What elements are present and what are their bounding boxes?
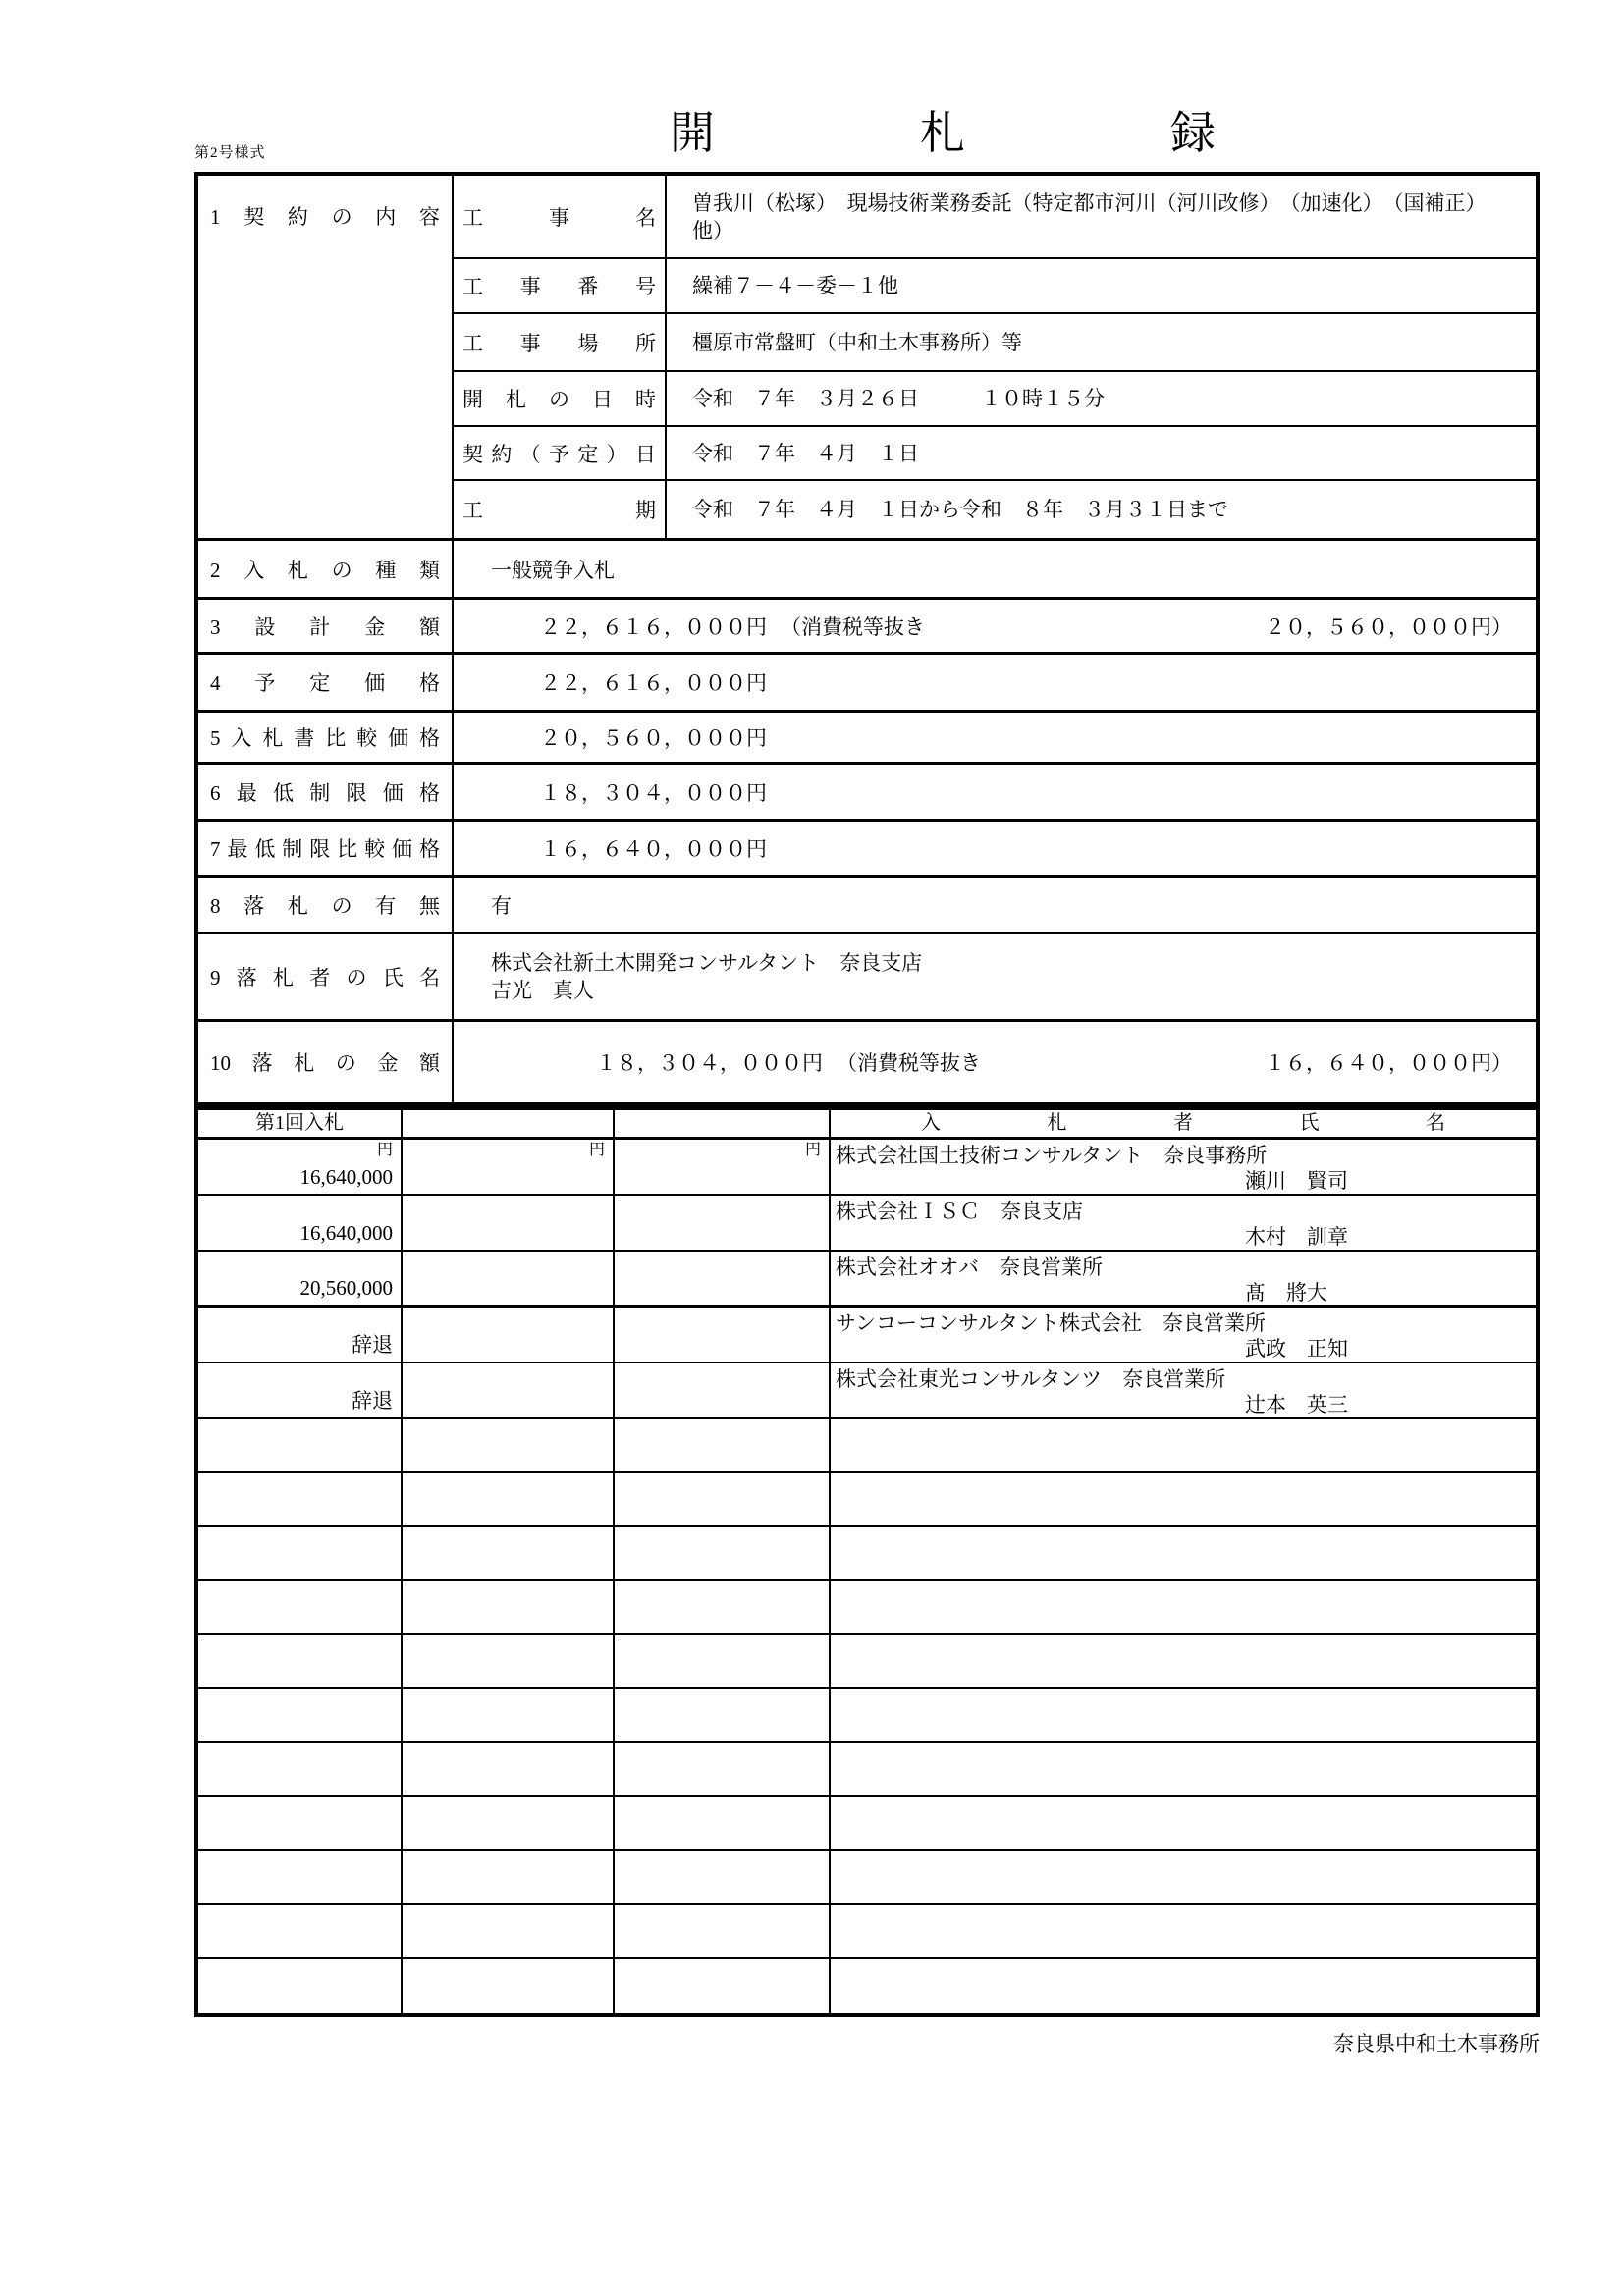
bidder-company: サンコーコンサルタント株式会社 奈良営業所 (836, 1311, 1267, 1335)
subrow-value: 橿原市常盤町（中和土木事務所）等 (692, 330, 1022, 354)
amount-text: ２２，６１６，０００円 (540, 614, 767, 639)
bid-row-empty (198, 1959, 1536, 2013)
row-number: 1 (210, 205, 221, 229)
subrow-value: 令和 ７年 ４月 １日から令和 ８年 ３月３１日まで (692, 498, 1228, 522)
bidder-name-cell (831, 1308, 1536, 1362)
subrow-label: 契約（予定）日 (454, 427, 667, 480)
row-label: 3設計金額 (198, 600, 454, 652)
bid-amount-cell (198, 1140, 403, 1194)
bid-row (198, 1308, 1536, 1363)
bid-row-empty (198, 1527, 1536, 1581)
row-label: 8落札の有無 (198, 878, 454, 932)
row-label-text: 契約の内容 (220, 205, 440, 229)
row-value: 一般競争入札 (491, 558, 615, 582)
subrow-opening-datetime (454, 372, 1536, 427)
tax-amount-text: ２０，５６０，０００円） (1265, 614, 1512, 639)
bid-row-empty (198, 1905, 1536, 1959)
bid-amount: 16,640,000 (299, 1221, 393, 1245)
row-label: 7最低制限比較価格 (198, 822, 454, 875)
bid-amount: 辞退 (352, 1389, 393, 1413)
row-label: 2入札の種類 (198, 541, 454, 597)
row-value (454, 1022, 1536, 1102)
amount-text: １８，３０４，０００円 (596, 1051, 823, 1075)
bidder-company: 株式会社オオバ 奈良営業所 (836, 1255, 1103, 1279)
bid-row-empty (198, 1797, 1536, 1851)
subrow-value: 曽我川（松塚） 現場技術業務委託（特定都市河川（河川改修） （加速化） （国補正）他） (692, 190, 1487, 242)
amount-text: １８，３０４，０００円 (540, 780, 767, 805)
yen-unit-label: 円 (804, 1142, 821, 1158)
row-label: 9落札者の氏名 (198, 934, 454, 1019)
bid-amount-cell (198, 1196, 403, 1250)
row-value (454, 600, 1536, 652)
table-row-bid-type (198, 541, 1536, 600)
bidder-representative: 辻本 英三 (1245, 1393, 1348, 1416)
round-header: 第1回入札 (198, 1110, 403, 1137)
subrow-label: 工期 (454, 481, 667, 538)
row-label: 4予定価格 (198, 655, 454, 710)
row-label: 6最低制限価格 (198, 765, 454, 819)
header-empty-col3 (615, 1110, 831, 1137)
row-label: 5入札書比較価格 (198, 713, 454, 762)
subrow-work-period (454, 481, 1536, 538)
form-code-label: 第2号様式 (194, 145, 266, 161)
subrow-label: 工事場所 (454, 314, 667, 371)
subrow-work-location (454, 314, 1536, 373)
table-row-award-amount (198, 1022, 1536, 1102)
issuing-office: 奈良県中和土木事務所 (1333, 2032, 1540, 2056)
page-title: 開札録 (670, 108, 1216, 158)
bid-amount: 辞退 (352, 1333, 393, 1357)
bidder-company: 株式会社国土技術コンサルタント 奈良事務所 (836, 1144, 1268, 1167)
bid-amount: 16,640,000 (299, 1165, 393, 1189)
subrow-value: 令和 ７年 ３月２６日 １０時１５分 (692, 387, 1105, 411)
winner-person: 吉光 真人 (491, 979, 594, 1002)
bid-row-empty (198, 1743, 1536, 1797)
row-value (454, 934, 1536, 1019)
table-row-winner-name (198, 934, 1536, 1022)
subrow-value: 令和 ７年 ４月 １日 (692, 441, 919, 465)
table-row-award-status (198, 878, 1536, 934)
row-value: 有 (491, 893, 512, 918)
bidder-name-cell (831, 1252, 1536, 1305)
bidder-name-header: 入札者氏名 (921, 1112, 1445, 1134)
bidder-name-cell (831, 1196, 1536, 1250)
bidder-company: 株式会社ＩＳＣ 奈良支店 (836, 1200, 1083, 1223)
bid-results-table (194, 1106, 1540, 2017)
bid-row-empty (198, 1851, 1536, 1905)
bid-row (198, 1363, 1536, 1419)
row-label-contract (198, 176, 454, 538)
bid-row (198, 1140, 1536, 1196)
tax-note: （消費税等抜き (837, 1051, 981, 1075)
bid-table-header (198, 1110, 1536, 1140)
row-label: 10落札の金額 (198, 1022, 454, 1102)
bid-amount-cell (198, 1363, 403, 1417)
bid-row-empty (198, 1473, 1536, 1527)
subrow-work-number (454, 259, 1536, 314)
table-row-design-amount (198, 600, 1536, 655)
subrow-label: 工事番号 (454, 259, 667, 312)
bidder-representative: 瀬川 賢司 (1245, 1169, 1348, 1193)
subrow-contract-date (454, 427, 1536, 482)
table-row-minimum-limit-comparison-price (198, 822, 1536, 878)
bidder-name-cell (831, 1363, 1536, 1417)
subrow-label: 工事名 (454, 176, 667, 257)
tax-note: （消費税等抜き (781, 614, 925, 639)
subrow-label: 開札の日時 (454, 372, 667, 425)
contract-subrows (454, 176, 1536, 538)
amount-text: ２０，５６０，０００円 (540, 726, 767, 750)
row-value (454, 765, 1536, 819)
table-row-contract (198, 176, 1536, 541)
bidder-representative: 髙 將大 (1245, 1281, 1327, 1305)
bid-amount-cell-round3 (615, 1140, 831, 1194)
contract-summary-table (194, 172, 1540, 1106)
table-row-bid-comparison-price (198, 713, 1536, 765)
tax-amount-text: １６，６４０，０００円） (1265, 1051, 1512, 1075)
row-value (454, 822, 1536, 875)
bidder-representative: 木村 訓章 (1245, 1225, 1348, 1249)
row-value (454, 713, 1536, 762)
bid-row-empty (198, 1635, 1536, 1689)
subrow-value: 繰補７－４－委－１他 (692, 274, 898, 298)
bid-row-empty (198, 1581, 1536, 1635)
bid-amount-cell-round2 (403, 1140, 615, 1194)
yen-unit-label: 円 (376, 1142, 393, 1158)
bidder-representative: 武政 正知 (1245, 1337, 1348, 1361)
bid-row (198, 1196, 1536, 1252)
amount-text: ２２，６１６，０００円 (540, 671, 767, 695)
bid-row-empty (198, 1419, 1536, 1473)
yen-unit-label: 円 (588, 1142, 605, 1158)
amount-text: １６，６４０，０００円 (540, 837, 767, 861)
row-value (454, 655, 1536, 710)
bidder-name-cell (831, 1140, 1536, 1194)
table-row-planned-price (198, 655, 1536, 713)
winner-company: 株式会社新土木開発コンサルタント 奈良支店 (491, 951, 923, 975)
bid-amount: 20,560,000 (299, 1276, 393, 1300)
subrow-work-name (454, 176, 1536, 259)
table-row-minimum-limit-price (198, 765, 1536, 822)
bid-amount-cell (198, 1252, 403, 1305)
header-empty-col2 (403, 1110, 615, 1137)
bid-row-empty (198, 1689, 1536, 1743)
bid-amount-cell (198, 1308, 403, 1362)
bidder-company: 株式会社東光コンサルタンツ 奈良営業所 (836, 1367, 1226, 1391)
bid-row (198, 1252, 1536, 1308)
